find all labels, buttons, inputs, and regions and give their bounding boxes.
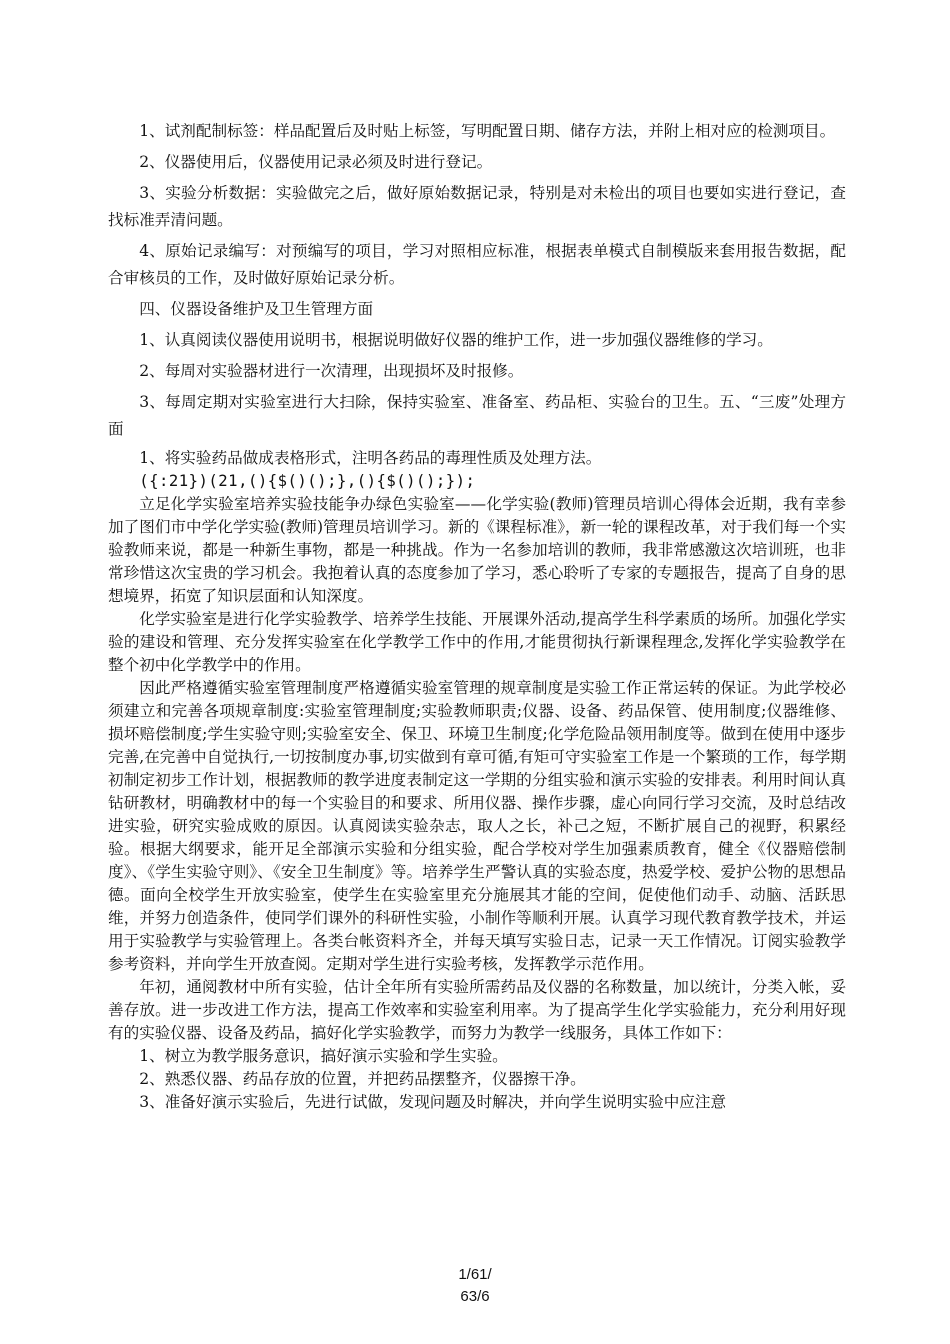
section-heading-maintenance: 四、仪器设备维护及卫生管理方面 [139, 300, 374, 318]
page-number-line-2: 63/6 [460, 1288, 490, 1305]
paragraph-training-reflection: 立足化学实验室培养实验技能争办绿色实验室——化学实验(教师)管理员培训心得体会近期，我有幸参加了图们市中学化学实验(教师)管理员培训学习。新的《课程标准》，新一轮的课程改革，对于我们每一个实验教师来说，都是一种新生事物，都是一种挑战。作为一名参加培训的教师，我非常感激这次培训班，也非常珍惜这次宝贵的学习机会。我抱着认真的态度参加了学习，悉心聆听了专家的专题报告，提高了自身的思想境界，拓宽了知识层面和认知深度。 [108, 495, 846, 605]
paragraph-lab-rules: 因此严格遵循实验室管理制度严格遵循实验室管理的规章制度是实验工作正常运转的保证。为此学校必须建立和完善各项规章制度:实验室管理制度;实验教师职责;仪器、设备、药品保管、使用制度;仪器维修、损坏赔偿制度;学生实验守则;实验室安全、保卫、环境卫生制度;化学危险品领用制度等。做到在使用中逐步完善,在完善中自觉执行,一切按制度办事,切实做到有章可循,有矩可守实验室工作是一个繁琐的工作，每学期初制定初步工作计划，根据教师的教学进度表制定这一学期的分组实验和演示实验的安排表。利用时间认真钻研教材，明确教材中的每一个实验目的和要求、所用仪器、操作步骤，虚心向同行学习交流，及时总结改进实验，研究实验成败的原因。认真阅读实验杂志，取人之长，补己之短，不断扩展自己的视野，积累经验。根据大纲要求，能开足全部演示实验和分组实验，配合学校对学生加强素质教育，健全《仪器赔偿制度》、《学生实验守则》、《安全卫生制度》等。培养学生严警认真的实验态度，热爱学校、爱护公物的思想品德。面向全校学生开放实验室，使学生在实验室里充分施展其才能的空间，促使他们动手、动脑、活跃思维，并努力创造条件，使同学们课外的科研性实验，小制作等顺利开展。认真学习现代教育教学技术，并运用于实验教学与实验管理上。各类台帐资料齐全，并每天填写实验日志，记录一天工作情况。订阅实验教学参考资料，并向学生开放查阅。定期对学生进行实验考核，发挥教学示范作用。 [108, 679, 846, 973]
paragraph-instrument-record: 2、仪器使用后，仪器使用记录必须及时进行登记。 [139, 153, 493, 171]
list-item-demo-prep: 3、准备好演示实验后，先进行试做，发现问题及时解决，并向学生说明实验中应注意 [139, 1093, 727, 1111]
paragraph-reagent-label: 1、试剂配制标签：样品配置后及时贴上标签，写明配置日期、储存方法，并附上相对应的检测项目。 [139, 122, 836, 140]
list-item-service-awareness: 1、树立为教学服务意识，搞好演示实验和学生实验。 [139, 1047, 508, 1065]
paragraph-yearly-plan: 年初，通阅教材中所有实验，估计全年所有实验所需药品及仪器的名称数量，加以统计，分类入帐，妥善存放。进一步改进工作方法，提高工作效率和实验室利用率。为了提高学生化学实验能力，充分利用好现有的实验仪器、设备及药品，搞好化学实验教学，而努力为教学一线服务，具体工作如下： [108, 978, 846, 1042]
paragraph-weekly-cleaning: 2、每周对实验器材进行一次清理，出现损坏及时报修。 [139, 362, 524, 380]
list-item-storage: 2、熟悉仪器、药品存放的位置，并把药品摆整齐，仪器擦干净。 [139, 1070, 586, 1088]
paragraph-manual-reading: 1、认真阅读仪器使用说明书，根据说明做好仪器的维护工作，进一步加强仪器维修的学习。 [139, 331, 773, 349]
paragraph-lab-role: 化学实验室是进行化学实验教学、培养学生技能、开展课外活动,提高学生科学素质的场所。加强化学实验的建设和管理、充分发挥实验室在化学教学工作中的作用,才能贯彻执行新课程理念,发挥化学实验教学在整个初中化学教学中的作用。 [108, 610, 846, 674]
page-number [0, 1264, 950, 1308]
paragraph-original-record: 4、原始记录编写：对预编写的项目，学习对照相应标准，根据表单模式自制模版来套用报告数据，配合审核员的工作，及时做好原始记录分析。 [108, 242, 846, 287]
code-fragment: ({:21})(21,(){$()();},(){$()();}); [139, 472, 476, 490]
page-number-line-1: 1/61/ [458, 1266, 492, 1283]
paragraph-reagent-table: 1、将实验药品做成表格形式，注明各药品的毒理性质及处理方法。 [139, 449, 602, 467]
paragraph-weekly-sweeping: 3、每周定期对实验室进行大扫除，保持实验室、准备室、药品柜、实验台的卫生。五、“三废”处理方面 [108, 393, 846, 438]
document-body [108, 118, 846, 1114]
paragraph-analysis-data: 3、实验分析数据：实验做完之后，做好原始数据记录，特别是对未检出的项目也要如实进行登记，查找标准弄清问题。 [108, 184, 846, 229]
